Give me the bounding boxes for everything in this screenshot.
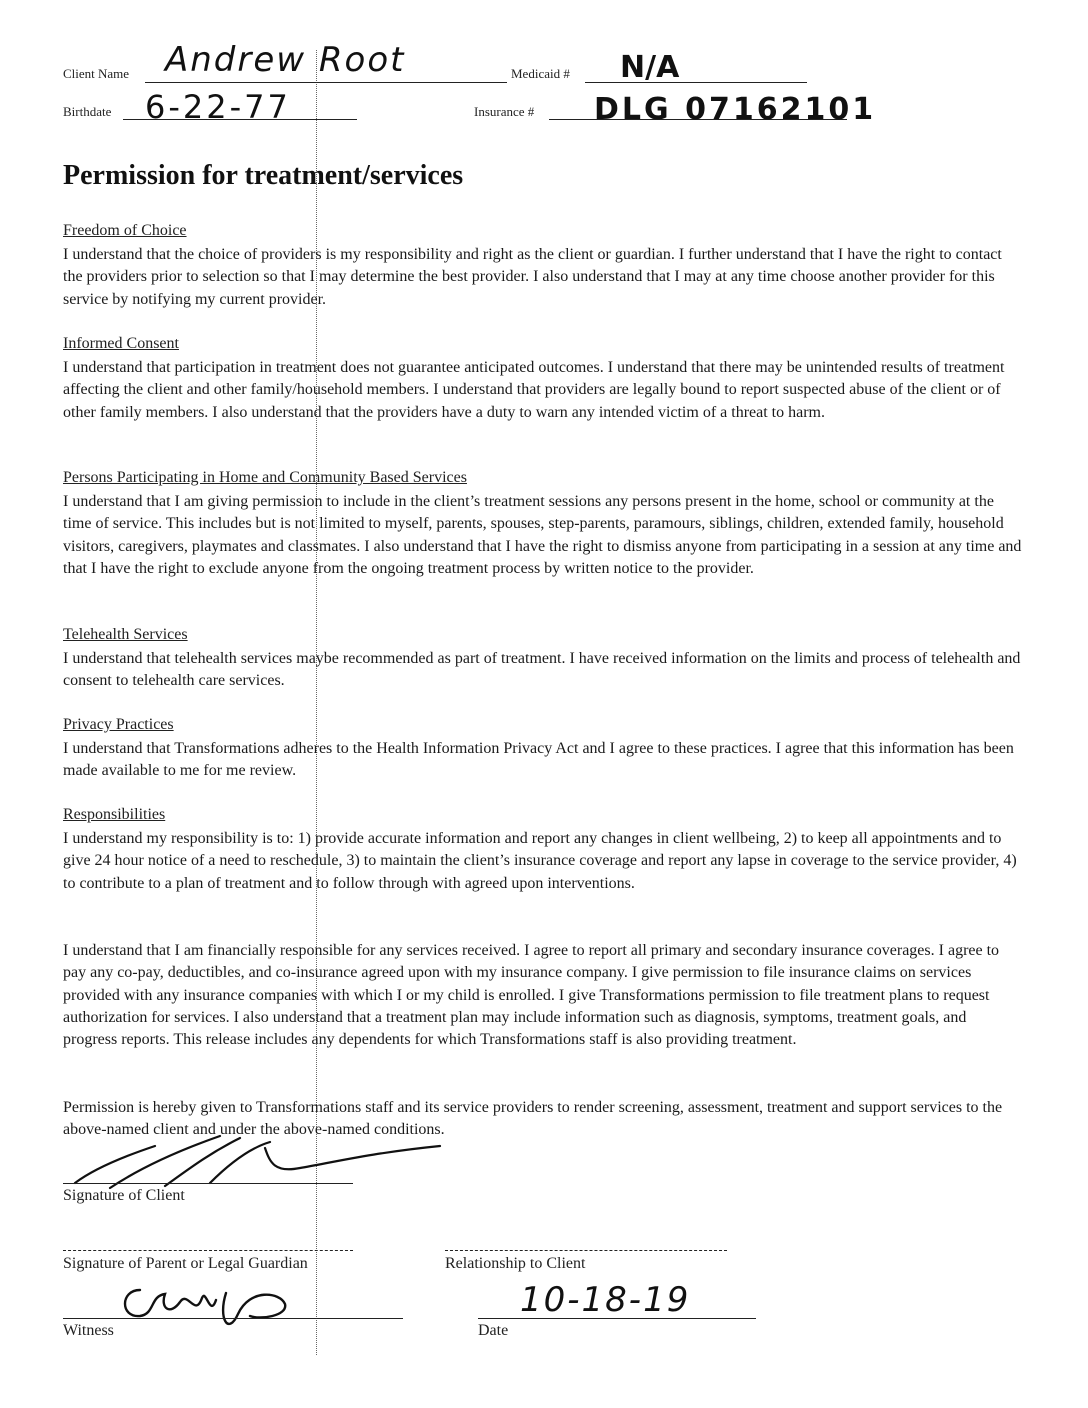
page-title: Permission for treatment/services: [63, 160, 464, 191]
witness-line: [63, 1318, 403, 1319]
section-heading-freedom-of-choice: Freedom of Choice: [63, 222, 187, 239]
client-signature-line: [63, 1183, 353, 1184]
section-body-informed-consent: I understand that participation in treatment does not guarantee anticipated outcomes. I understand that there may be unintended results of treatment affecting the client and other family/household members. I understand that providers are legally bound to report suspected abuse of the client or of other family members. I also understand that the providers have a duty to warn any intended victim of a threat to harm.: [63, 359, 1005, 421]
relationship-label: Relationship to Client: [445, 1255, 586, 1272]
section-body-privacy: I understand that Transformations adheres to the Health Information Privacy Act and I agree to these practices. I agree that this information has been made available to me for me review.: [63, 740, 1014, 780]
section-heading-responsibilities: Responsibilities: [63, 806, 166, 823]
relationship-line: [445, 1250, 727, 1251]
client-name-label: Client Name: [63, 66, 130, 81]
medicaid-line: [585, 82, 807, 83]
section-body-telehealth: I understand that telehealth services maybe recommended as part of treatment. I have received information on the limits and process of telehealth and consent to telehealth care services.: [63, 650, 1021, 690]
date-line: [478, 1318, 756, 1319]
birthdate-label: Birthdate: [63, 104, 112, 119]
insurance-value[interactable]: DLG 07162101: [594, 92, 877, 127]
section-body-home-community: I understand that I am giving permission to include in the client’s treatment sessions any persons present in the home, school or community at the time of service. This includes but is not limited to myself, parents, spouses, step-parents, paramours, siblings, children, extended family, household visitors, caregivers, playmates and classmates. I also understand that I have the right to dismiss anyone from participating in a session at any time and that I have the right to exclude anyone from the ongoing treatment process by written notice to the provider.: [63, 493, 1022, 577]
financial-paragraph: I understand that I am financially responsible for any services received. I agree to report all primary and secondary insurance coverages. I agree to pay any co-pay, deductibles, and co-insurance agreed upon with my insurance company. I give permission to file insurance claims on services provided with any insurance companies with which I or my child is enrolled. I give Transformations permission to file treatment plans to request authorization for services. I also understand that a treatment plan may include information such as diagnosis, symptoms, treatment goals, and progress reports. This release includes any dependents for which Transformations staff is also providing treatment.: [63, 942, 1000, 1049]
medicaid-value[interactable]: N/A: [620, 50, 680, 85]
section-heading-home-community: Persons Participating in Home and Community Based Services: [63, 469, 467, 486]
section-heading-telehealth: Telehealth Services: [63, 626, 188, 643]
parent-signature-label: Signature of Parent or Legal Guardian: [63, 1255, 308, 1272]
birthdate-value[interactable]: 6-22-77: [145, 88, 291, 126]
parent-signature-line: [63, 1250, 353, 1251]
date-value[interactable]: 10-18-19: [520, 1280, 691, 1320]
insurance-label: Insurance #: [474, 104, 535, 119]
medicaid-label: Medicaid #: [511, 66, 570, 81]
section-body-freedom-of-choice: I understand that the choice of providers is my responsibility and right as the client or guardian. I further understand that I have the right to contact the providers prior to selection so that I may determine the best provider. I also understand that I may at any time choose another provider for this service by notifying my current provider.: [63, 246, 1002, 308]
section-body-responsibilities: I understand my responsibility is to: 1) provide accurate information and report any changes in client wellbeing, 2) to keep all appointments and to give 24 hour notice of a need to reschedule, 3) to maintain the client’s insurance coverage and report any lapse in coverage to the service provider, 4) to contribute to a plan of treatment and to follow through with agreed upon interventions.: [63, 830, 1017, 892]
date-label: Date: [478, 1322, 509, 1339]
witness-label: Witness: [63, 1322, 114, 1339]
client-name-line: [145, 82, 507, 83]
client-name-value[interactable]: Andrew Root: [165, 40, 406, 80]
permission-paragraph: Permission is hereby given to Transformations staff and its service providers to render screening, assessment, treatment and support services to the above-named client and under the above-named conditions.: [63, 1099, 1003, 1139]
section-heading-privacy: Privacy Practices: [63, 716, 174, 733]
client-signature-label: Signature of Client: [63, 1187, 185, 1204]
section-heading-informed-consent: Informed Consent: [63, 335, 179, 352]
witness-signature-scribble: [110, 1278, 310, 1340]
